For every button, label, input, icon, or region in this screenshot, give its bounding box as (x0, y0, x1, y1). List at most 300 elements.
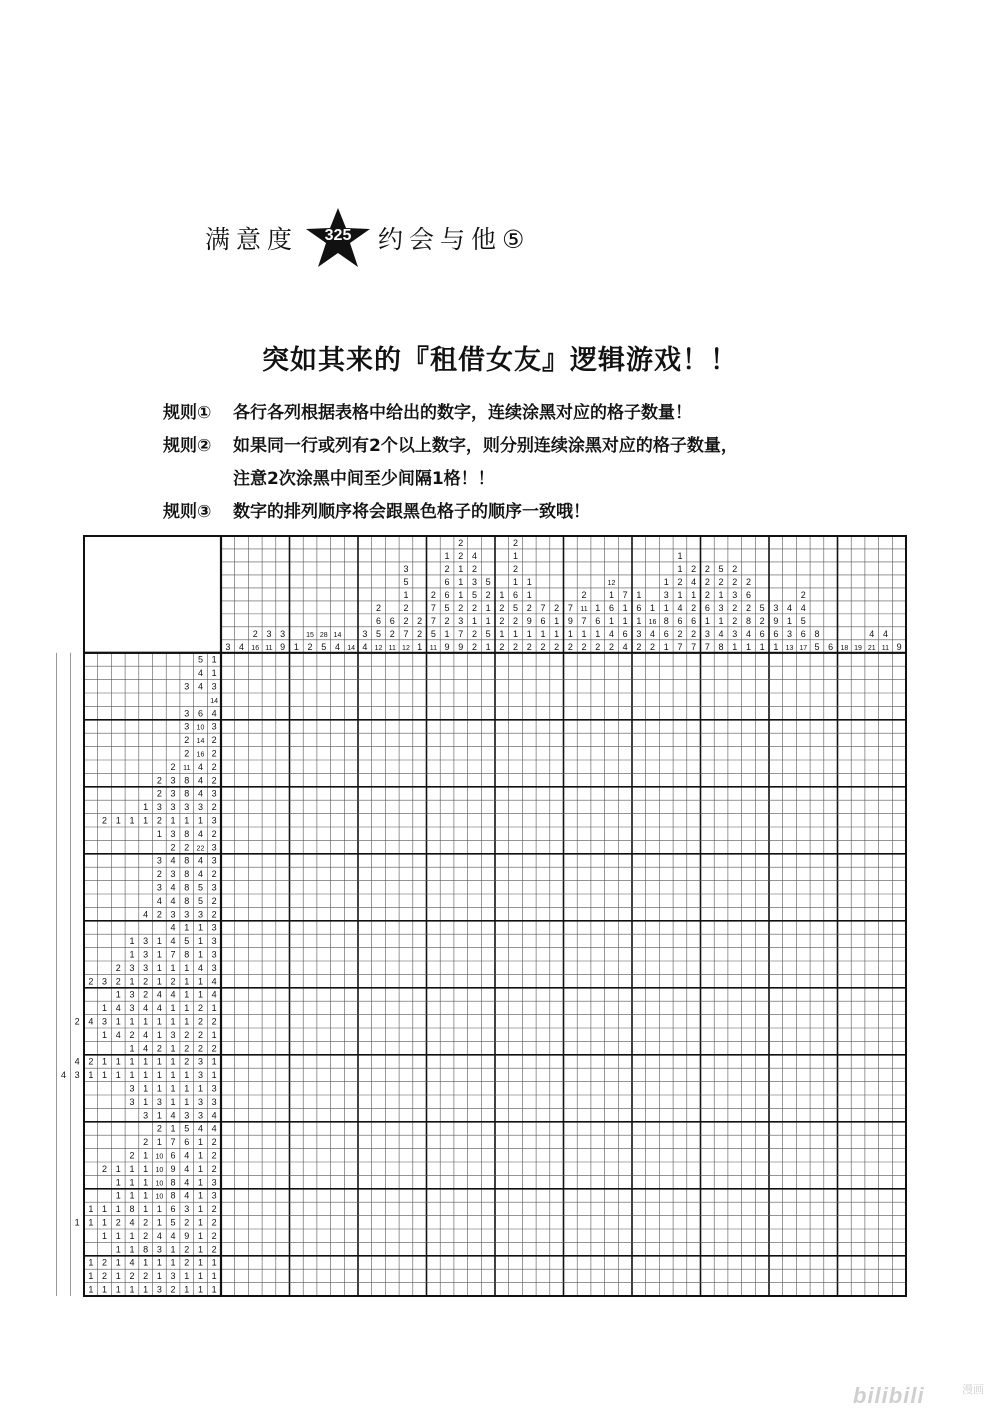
column-clue: 2 (800, 590, 806, 601)
row-clue: 2 (156, 775, 162, 786)
row-clue: 4 (60, 1070, 66, 1081)
column-clue: 2 (513, 538, 519, 549)
column-clue: 3 (663, 590, 669, 601)
column-clue: 16 (251, 644, 260, 652)
row-clue: 1 (184, 1096, 190, 1107)
column-clue: 1 (581, 628, 587, 639)
column-clue: 3 (403, 564, 409, 575)
row-clue: 3 (170, 802, 176, 813)
row-clue: 3 (143, 1110, 149, 1121)
row-clue: 3 (170, 1271, 176, 1282)
column-clue: 1 (677, 590, 683, 601)
row-clue: 4 (197, 775, 203, 786)
row-clue: 1 (211, 1271, 217, 1282)
column-clue: 2 (417, 615, 423, 626)
column-clue: 2 (608, 641, 614, 652)
row-clue: 3 (156, 802, 162, 813)
column-clue: 6 (595, 615, 601, 626)
column-clue: 6 (444, 577, 450, 588)
row-clue: 2 (211, 775, 217, 786)
column-clue: 1 (526, 628, 532, 639)
column-clue: 2 (458, 538, 464, 549)
row-clue: 3 (184, 1110, 190, 1121)
column-clue: 5 (759, 603, 765, 614)
column-clue: 2 (513, 615, 519, 626)
row-clue: 1 (170, 962, 176, 973)
row-clue: 2 (211, 748, 217, 759)
bilibili-manga-label: 漫画 (962, 1383, 984, 1396)
column-clue: 1 (691, 590, 697, 601)
row-clue: 2 (156, 815, 162, 826)
row-clue: 2 (115, 976, 121, 987)
column-clue: 7 (458, 628, 464, 639)
column-clue: 1 (485, 615, 491, 626)
column-clue: 2 (444, 615, 450, 626)
column-clue: 1 (458, 590, 464, 601)
column-clue: 7 (704, 641, 710, 652)
row-clue: 1 (156, 936, 162, 947)
column-clue: 7 (540, 603, 546, 614)
row-clue: 3 (156, 1096, 162, 1107)
row-clue: 1 (184, 1070, 190, 1081)
row-clue: 3 (211, 936, 217, 947)
row-clue: 8 (129, 1204, 135, 1215)
column-clue: 2 (252, 628, 258, 639)
row-clue: 2 (211, 1230, 217, 1241)
row-clue: 1 (115, 1016, 121, 1027)
column-clue: 13 (785, 644, 794, 652)
row-clue: 1 (129, 1056, 135, 1067)
column-clue: 1 (745, 641, 751, 652)
row-clue: 2 (211, 1043, 217, 1054)
column-clue: 6 (704, 603, 710, 614)
row-clue: 1 (184, 1284, 190, 1295)
row-clue: 4 (156, 1230, 162, 1241)
row-clue: 2 (184, 735, 190, 746)
row-clue: 9 (170, 1163, 176, 1174)
column-clue: 15 (306, 631, 314, 639)
row-clue: 3 (170, 909, 176, 920)
column-clue: 2 (554, 641, 560, 652)
column-clue: 2 (471, 564, 477, 575)
row-clue: 1 (184, 1271, 190, 1282)
row-clue: 4 (143, 909, 149, 920)
row-clue: 1 (88, 1204, 94, 1215)
column-clue: 1 (526, 577, 532, 588)
row-clue: 5 (197, 882, 203, 893)
column-clue: 2 (732, 615, 738, 626)
row-clue: 2 (115, 962, 121, 973)
column-clue: 3 (471, 577, 477, 588)
row-clue: 1 (115, 1177, 121, 1188)
column-clue: 5 (485, 628, 491, 639)
row-clue: 1 (170, 1257, 176, 1268)
column-clue: 6 (828, 641, 834, 652)
row-clue: 8 (184, 828, 190, 839)
row-clue: 8 (184, 775, 190, 786)
row-clue: 1 (197, 1163, 203, 1174)
row-clue: 3 (211, 681, 217, 692)
column-clue: 1 (458, 577, 464, 588)
row-clue: 2 (197, 1016, 203, 1027)
row-clue: 1 (129, 1177, 135, 1188)
row-clue: 1 (115, 1257, 121, 1268)
column-clue: 1 (608, 615, 614, 626)
column-clue: 4 (787, 603, 793, 614)
column-clue: 8 (814, 628, 820, 639)
row-clue: 1 (197, 1083, 203, 1094)
row-clue: 2 (211, 1163, 217, 1174)
column-clue: 4 (718, 628, 724, 639)
row-clue: 3 (129, 962, 135, 973)
column-clue: 1 (663, 641, 669, 652)
row-clue: 1 (143, 1150, 149, 1161)
column-clue: 1 (471, 615, 477, 626)
row-clue: 1 (197, 1284, 203, 1295)
row-clue: 2 (115, 1217, 121, 1228)
row-clue: 10 (196, 724, 205, 732)
row-clue: 4 (197, 828, 203, 839)
column-clue: 2 (471, 603, 477, 614)
row-clue: 4 (197, 1123, 203, 1134)
row-clue: 1 (156, 828, 162, 839)
column-clue: 2 (745, 603, 751, 614)
row-clue: 1 (170, 1003, 176, 1014)
column-clue: 3 (458, 615, 464, 626)
row-clue: 3 (143, 962, 149, 973)
row-clue: 3 (184, 721, 190, 732)
row-clue: 1 (170, 1056, 176, 1067)
column-clue: 7 (430, 603, 436, 614)
row-clue: 3 (211, 922, 217, 933)
row-clue: 4 (88, 1016, 94, 1027)
column-clue: 2 (704, 590, 710, 601)
row-clue: 4 (129, 1257, 135, 1268)
column-clue: 2 (403, 603, 409, 614)
row-clue: 8 (184, 855, 190, 866)
row-clue: 1 (197, 1244, 203, 1255)
column-clue: 1 (526, 590, 532, 601)
column-clue: 4 (677, 603, 683, 614)
row-clue: 9 (184, 1230, 190, 1241)
column-clue: 2 (595, 641, 601, 652)
row-clue: 1 (197, 1217, 203, 1228)
row-clue: 10 (155, 1180, 164, 1188)
column-clue: 2 (636, 641, 642, 652)
column-clue: 2 (526, 641, 532, 652)
row-clue: 4 (197, 855, 203, 866)
column-clue: 2 (499, 603, 505, 614)
row-clue: 1 (129, 1070, 135, 1081)
row-clue: 4 (211, 989, 217, 1000)
row-clue: 1 (115, 989, 121, 1000)
column-clue: 2 (554, 603, 560, 614)
row-clue: 1 (143, 815, 149, 826)
column-clue: 2 (471, 628, 477, 639)
column-clue: 4 (650, 628, 656, 639)
column-clue: 2 (718, 577, 724, 588)
row-clue: 4 (156, 989, 162, 1000)
column-clue: 3 (718, 603, 724, 614)
column-clue: 1 (622, 615, 628, 626)
row-clue: 1 (115, 1070, 121, 1081)
row-clue: 2 (197, 1029, 203, 1040)
row-clue: 4 (74, 1056, 80, 1067)
rule-2-text: 如果同一行或列有2个以上数字，则分别连续涂黑对应的格子数量， (233, 436, 738, 456)
row-clue: 1 (129, 1230, 135, 1241)
row-clue: 3 (211, 962, 217, 973)
column-clue: 2 (458, 603, 464, 614)
column-clue: 2 (691, 628, 697, 639)
column-clue: 3 (787, 628, 793, 639)
row-clue: 1 (143, 1177, 149, 1188)
row-clue: 2 (197, 1043, 203, 1054)
row-clue: 3 (197, 802, 203, 813)
column-clue: 6 (663, 628, 669, 639)
row-clue: 8 (184, 869, 190, 880)
row-clue: 4 (156, 1003, 162, 1014)
column-clue: 2 (581, 590, 587, 601)
row-clue: 1 (143, 1190, 149, 1201)
row-clue: 2 (184, 1257, 190, 1268)
row-clue: 3 (211, 855, 217, 866)
row-clue: 2 (211, 761, 217, 772)
column-clue: 8 (745, 615, 751, 626)
row-clue: 1 (102, 1056, 108, 1067)
chapter-number: 325 (324, 227, 352, 244)
column-clue: 9 (773, 615, 779, 626)
column-clue: 1 (403, 590, 409, 601)
row-clue: 1 (211, 1029, 217, 1040)
column-clue: 5 (403, 577, 409, 588)
row-clue: 1 (129, 815, 135, 826)
column-clue: 1 (787, 615, 793, 626)
row-clue: 1 (184, 815, 190, 826)
column-clue: 11 (429, 644, 437, 652)
row-clue: 2 (211, 869, 217, 880)
row-clue: 4 (197, 869, 203, 880)
row-clue: 1 (156, 1137, 162, 1148)
column-clue: 28 (319, 631, 328, 639)
column-clue: 12 (374, 644, 383, 652)
row-clue: 1 (102, 1070, 108, 1081)
row-clue: 3 (184, 708, 190, 719)
row-clue: 1 (129, 976, 135, 987)
column-clue: 2 (732, 577, 738, 588)
column-clue: 6 (745, 590, 751, 601)
column-clue: 1 (513, 551, 519, 562)
row-clue: 1 (184, 989, 190, 1000)
column-clue: 16 (648, 618, 657, 626)
row-clue: 4 (197, 668, 203, 679)
column-clue: 6 (800, 628, 806, 639)
column-clue: 1 (513, 628, 519, 639)
row-clue: 8 (184, 895, 190, 906)
column-clue: 8 (663, 615, 669, 626)
row-clue: 1 (129, 1016, 135, 1027)
column-clue: 3 (704, 628, 710, 639)
row-clue: 1 (156, 976, 162, 987)
column-clue: 7 (581, 615, 587, 626)
column-clue: 1 (417, 641, 423, 652)
column-clue: 2 (513, 641, 519, 652)
row-clue: 8 (184, 882, 190, 893)
column-clue: 9 (458, 641, 464, 652)
row-clue: 2 (211, 1217, 217, 1228)
row-clue: 2 (74, 1016, 80, 1027)
row-clue: 3 (184, 909, 190, 920)
row-clue: 2 (156, 788, 162, 799)
row-clue: 6 (184, 1137, 190, 1148)
row-clue: 1 (184, 1083, 190, 1094)
column-clue: 1 (458, 564, 464, 575)
chapter-subtitle: 约会与他⑤ (378, 225, 531, 254)
row-clue: 2 (143, 976, 149, 987)
row-clue: 7 (170, 1137, 176, 1148)
row-clue: 5 (170, 1217, 176, 1228)
row-clue: 3 (197, 1070, 203, 1081)
column-clue: 7 (567, 603, 573, 614)
row-clue: 1 (156, 1257, 162, 1268)
column-clue: 1 (636, 590, 642, 601)
column-clue: 1 (732, 641, 738, 652)
column-clue: 11 (265, 644, 273, 652)
row-clue: 3 (143, 949, 149, 960)
column-clue: 1 (540, 628, 546, 639)
column-clue: 1 (595, 628, 601, 639)
column-clue: 2 (732, 564, 738, 575)
column-clue: 11 (580, 606, 588, 614)
row-clue: 3 (156, 1244, 162, 1255)
row-clue: 1 (170, 1083, 176, 1094)
column-clue: 2 (471, 641, 477, 652)
row-clue: 1 (156, 1070, 162, 1081)
row-clue: 1 (156, 1056, 162, 1067)
column-clue: 19 (854, 644, 862, 652)
row-clue: 3 (211, 815, 217, 826)
rule-2-label: 规则② (163, 436, 212, 456)
row-clue: 1 (197, 1190, 203, 1201)
row-clue: 6 (197, 708, 203, 719)
column-clue: 18 (840, 644, 849, 652)
row-clue: 1 (115, 1271, 121, 1282)
row-clue: 1 (197, 1177, 203, 1188)
satisfaction-label: 满意度 (205, 225, 299, 254)
row-clue: 1 (115, 1230, 121, 1241)
row-clue: 1 (88, 1257, 94, 1268)
row-clue: 1 (156, 1217, 162, 1228)
row-clue: 7 (170, 949, 176, 960)
column-clue: 5 (444, 603, 450, 614)
column-clue: 4 (608, 628, 614, 639)
row-clue: 2 (156, 1123, 162, 1134)
row-clue: 2 (102, 1271, 108, 1282)
row-clue: 10 (155, 1193, 164, 1201)
row-clue: 2 (156, 1043, 162, 1054)
column-clue: 6 (677, 615, 683, 626)
row-clue: 1 (184, 976, 190, 987)
column-clue: 1 (554, 615, 560, 626)
row-clue: 1 (184, 1003, 190, 1014)
row-clue: 4 (211, 976, 217, 987)
column-clue: 1 (773, 641, 779, 652)
row-clue: 3 (211, 949, 217, 960)
column-clue: 1 (663, 603, 669, 614)
row-clue: 1 (197, 1257, 203, 1268)
row-clue: 1 (170, 1070, 176, 1081)
row-clue: 3 (184, 681, 190, 692)
column-clue: 6 (608, 603, 614, 614)
row-clue: 2 (143, 1217, 149, 1228)
row-clue: 1 (143, 802, 149, 813)
column-clue: 1 (759, 641, 765, 652)
column-clue: 2 (513, 564, 519, 575)
column-clue: 9 (567, 615, 573, 626)
row-clue: 2 (102, 815, 108, 826)
row-clue: 1 (143, 1204, 149, 1215)
column-clue: 2 (567, 641, 573, 652)
rule-1-label: 规则① (163, 403, 212, 423)
column-clue: 6 (759, 628, 765, 639)
rule-3-text: 数字的排列顺序将会跟黑色格子的顺序一致哦！ (233, 502, 590, 522)
column-clue: 11 (388, 644, 396, 652)
column-clue: 9 (280, 641, 286, 652)
row-clue: 1 (156, 1204, 162, 1215)
row-clue: 2 (156, 909, 162, 920)
row-clue: 4 (115, 1029, 121, 1040)
row-clue: 1 (197, 989, 203, 1000)
column-clue: 2 (403, 615, 409, 626)
column-clue: 12 (402, 644, 410, 652)
row-clue: 2 (211, 1016, 217, 1027)
column-clue: 2 (732, 603, 738, 614)
row-clue: 1 (115, 1284, 121, 1295)
row-clue: 4 (143, 1029, 149, 1040)
row-clue: 4 (170, 989, 176, 1000)
row-clue: 1 (197, 815, 203, 826)
row-clue: 1 (115, 1163, 121, 1174)
row-clue: 3 (129, 1003, 135, 1014)
row-clue: 3 (211, 1177, 217, 1188)
column-clue: 2 (485, 590, 491, 601)
row-clue: 1 (129, 1043, 135, 1054)
row-clue: 1 (184, 922, 190, 933)
row-clue: 2 (170, 761, 176, 772)
row-clue: 4 (156, 895, 162, 906)
row-clue: 8 (170, 1177, 176, 1188)
row-clue: 3 (211, 1190, 217, 1201)
row-clue: 1 (102, 1230, 108, 1241)
column-clue: 4 (471, 551, 477, 562)
column-clue: 1 (499, 590, 505, 601)
row-clue: 1 (211, 1284, 217, 1295)
row-clue: 1 (156, 962, 162, 973)
column-clue: 7 (403, 628, 409, 639)
row-clue: 6 (170, 1150, 176, 1161)
row-clue: 2 (129, 1271, 135, 1282)
column-clue: 17 (799, 644, 808, 652)
row-clue: 1 (102, 1204, 108, 1215)
row-clue: 2 (211, 1150, 217, 1161)
row-clue: 2 (211, 895, 217, 906)
row-clue: 3 (211, 1083, 217, 1094)
column-clue: 5 (800, 615, 806, 626)
row-clue: 1 (129, 1163, 135, 1174)
row-clue: 1 (170, 1043, 176, 1054)
row-clue: 4 (197, 788, 203, 799)
row-clue: 2 (156, 869, 162, 880)
row-clue: 3 (102, 1016, 108, 1027)
